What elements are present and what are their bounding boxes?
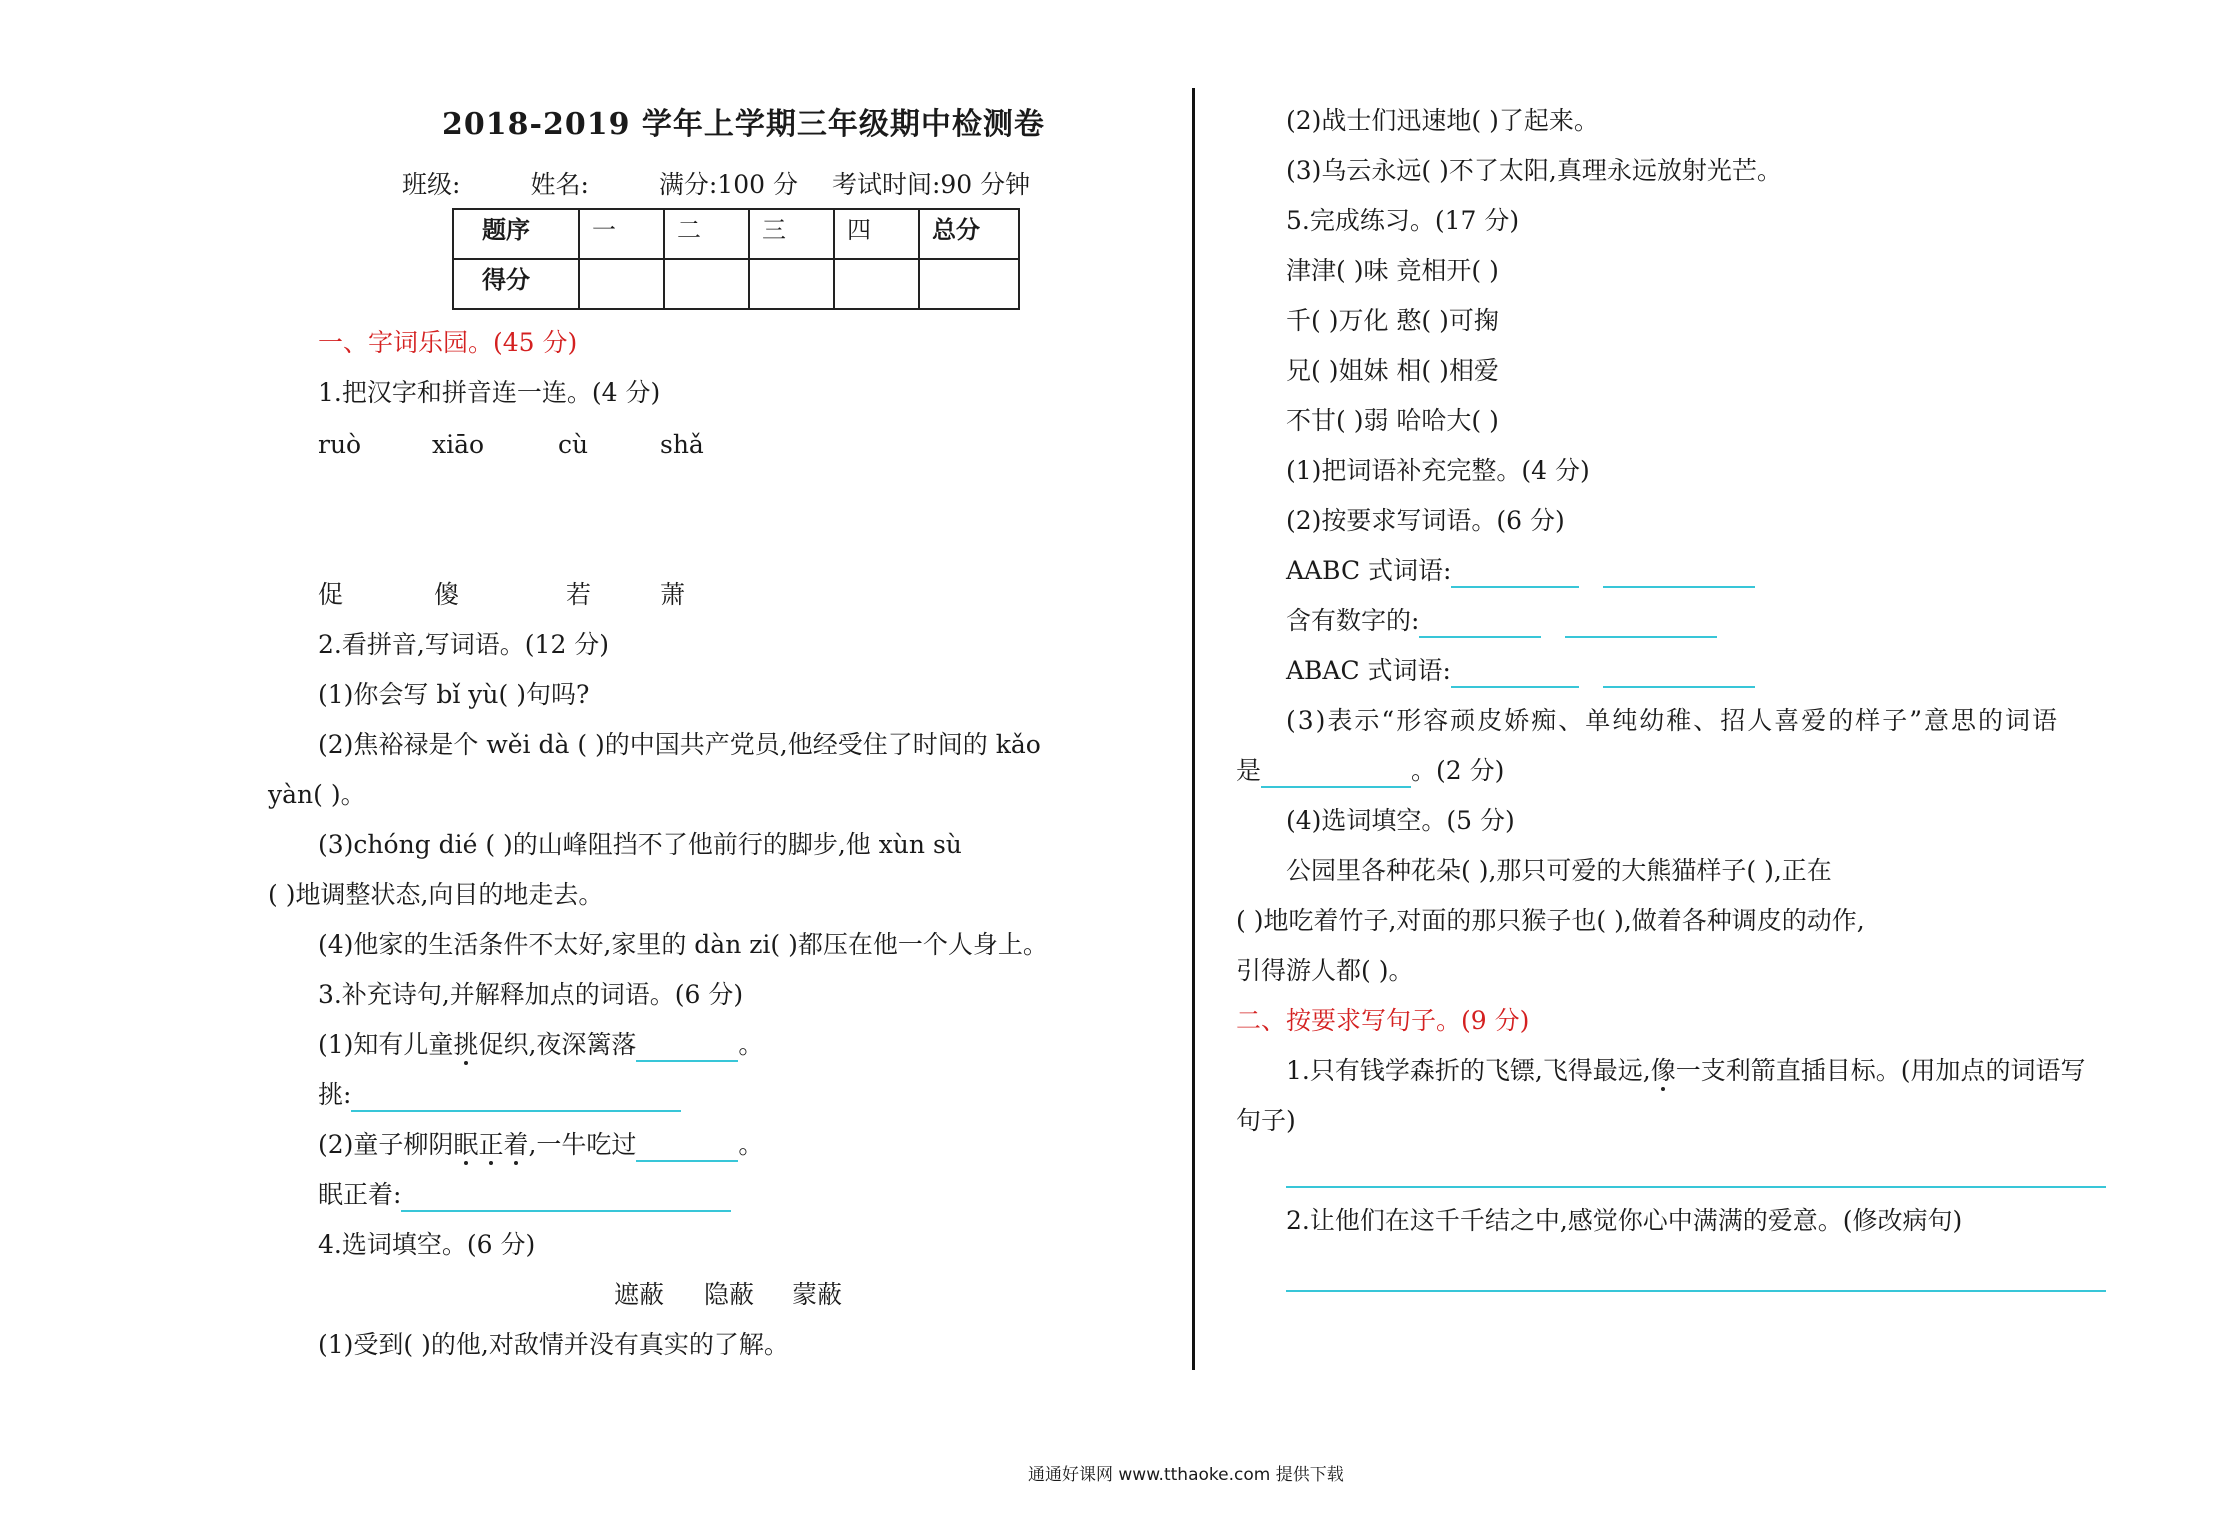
answer-blank[interactable]: [351, 1082, 681, 1112]
char-item: 傻: [434, 580, 460, 609]
exam-time: 考试时间:90 分钟: [831, 170, 1031, 199]
pinyin-item: xiāo: [432, 430, 485, 459]
q5-prompt: 5.完成练习。(17 分): [1286, 206, 1520, 235]
q3-s1-post: 促织,夜深篱落: [478, 1030, 637, 1059]
q3-s1-pre: (1)知有儿童: [318, 1030, 454, 1059]
q5-p4-l3: 引得游人都( )。: [1236, 956, 1414, 985]
score-input-cell[interactable]: [664, 259, 749, 309]
answer-blank[interactable]: [1603, 558, 1755, 588]
char-item: 萧: [660, 580, 686, 609]
q3-s1: (1)知有儿童挑促织,夜深篱落 。: [318, 1028, 763, 1062]
answer-blank[interactable]: [1565, 608, 1717, 638]
q5-p3b: [1236, 754, 1504, 788]
class-label: 班级:: [402, 170, 461, 199]
q2-prompt: 2.看拼音,写词语。(12 分): [318, 630, 610, 659]
aabc-row: [1286, 554, 1755, 588]
answer-blank[interactable]: [1603, 658, 1755, 688]
page-title: 2018-2019 学年上学期三年级期中检测卷: [442, 107, 1045, 142]
answer-blank[interactable]: [636, 1132, 738, 1162]
answer-blank[interactable]: [401, 1182, 731, 1212]
q3-prompt: 3.补充诗句,并解释加点的词语。(6 分): [318, 980, 744, 1009]
emphasis-char: 正: [478, 1130, 504, 1159]
score-table-header: [453, 209, 1019, 259]
right-column: [1200, 0, 2221, 1536]
score-header-cell: 四: [834, 209, 919, 259]
q5-row4: 不甘( )弱 哈哈大( ): [1286, 406, 1499, 435]
q2-s3a: (3)chóng dié ( )的山峰阻挡不了他前行的脚步,他 xùn sù: [318, 830, 962, 859]
q5-p4-l2: ( )地吃着竹子,对面的那只猴子也( ),做着各种调皮的动作,: [1236, 906, 1865, 935]
score-header-cell: 总分: [919, 209, 1019, 259]
emphasis-char: 像: [1650, 1056, 1676, 1085]
abac-label: ABAC 式词语:: [1286, 656, 1451, 685]
score-input-cell[interactable]: [919, 259, 1019, 309]
answer-blank[interactable]: [1451, 558, 1579, 588]
q2-s2a: (2)焦裕禄是个 wěi dà ( )的中国共产党员,他经受住了时间的 kǎo: [318, 730, 1041, 759]
word-option: 遮蔽: [614, 1280, 665, 1309]
score-row-label: 得分: [453, 259, 579, 309]
emphasis-char: 挑: [453, 1030, 479, 1059]
score-input-cell[interactable]: [749, 259, 834, 309]
q3-s2-answer: [318, 1178, 731, 1212]
section1-heading: 一、字词乐园。(45 分): [318, 328, 578, 357]
q5-p4: (4)选词填空。(5 分): [1286, 806, 1515, 835]
score-input-cell[interactable]: [579, 259, 664, 309]
number-label: 含有数字的:: [1286, 606, 1420, 635]
answer-blank[interactable]: [1419, 608, 1541, 638]
q4-prompt: 4.选词填空。(6 分): [318, 1230, 536, 1259]
q2-s2b: yàn( )。: [268, 780, 366, 809]
q3-s2: (2)童子柳阴眠正着,一牛吃过 。: [318, 1128, 763, 1162]
q5-p4-l1: 公园里各种花朵( ),那只可爱的大熊猫样子( ),正在: [1286, 856, 1832, 885]
exam-info: [402, 168, 1030, 202]
q3-s2-post: ,一牛吃过: [528, 1130, 637, 1159]
footer-credit: 通通好课网 www.tthaoke.com 提供下载: [1028, 1465, 1344, 1485]
q5-row1: 津津( )味 竞相开( ): [1286, 256, 1499, 285]
word-option: 隐蔽: [704, 1280, 755, 1309]
score-table-row: [453, 259, 1019, 309]
s2-q1a-pre: 1.只有钱学森折的飞镖,飞得最远,: [1286, 1056, 1651, 1085]
answer-blank[interactable]: [1451, 658, 1579, 688]
q5-p3a: (3)表示“形容顽皮娇痴、单纯幼稚、招人喜爱的样子”意思的词语: [1286, 706, 2059, 735]
char-row: [318, 578, 685, 612]
pinyin-item: shǎ: [660, 430, 704, 459]
score-header-cell: 题序: [453, 209, 579, 259]
section2-heading: 二、按要求写句子。(9 分): [1236, 1006, 1530, 1035]
s2-q1a-post: 一支利箭直插目标。(用加点的词语写: [1675, 1056, 2086, 1085]
answer-blank[interactable]: [636, 1032, 738, 1062]
q3-s1-answer: [318, 1078, 681, 1112]
q2-s4: (4)他家的生活条件不太好,家里的 dàn zi( )都压在他一个人身上。: [318, 930, 1048, 959]
pinyin-row: [318, 428, 704, 462]
q4-options: [614, 1278, 842, 1312]
q3-s1-label: 挑:: [318, 1080, 352, 1109]
char-item: 若: [566, 580, 592, 609]
s2-q1a: [1286, 1054, 2086, 1088]
q5-row2: 千( )万化 憨( )可掬: [1286, 306, 1499, 335]
pinyin-item: cù: [558, 430, 589, 459]
q5-p2: (2)按要求写词语。(6 分): [1286, 506, 1565, 535]
emphasis-char: 眠: [453, 1130, 479, 1159]
column-divider: [1192, 88, 1195, 1370]
q4-s2: (2)战士们迅速地( )了起来。: [1286, 106, 1599, 135]
answer-line[interactable]: [1286, 1186, 2106, 1188]
emphasis-char: 着: [503, 1130, 529, 1159]
score-input-cell[interactable]: [834, 259, 919, 309]
word-option: 蒙蔽: [792, 1280, 843, 1309]
q3-s2-label: 眠正着:: [318, 1180, 402, 1209]
pinyin-item: ruò: [318, 430, 362, 459]
q2-s3b: ( )地调整状态,向目的地走去。: [268, 880, 604, 909]
q1-prompt: 1.把汉字和拼音连一连。(4 分): [318, 378, 661, 407]
s2-q2: 2.让他们在这千千结之中,感觉你心中满满的爱意。(修改病句): [1286, 1206, 1963, 1235]
number-row: [1286, 604, 1717, 638]
q5-row3: 兄( )姐妹 相( )相爱: [1286, 356, 1499, 385]
score-header-cell: 二: [664, 209, 749, 259]
q2-s1: (1)你会写 bǐ yù( )句吗?: [318, 680, 590, 709]
aabc-label: AABC 式词语:: [1286, 556, 1452, 585]
s2-q1b: 句子): [1236, 1106, 1296, 1135]
score-header-cell: 一: [579, 209, 664, 259]
score-table: [452, 208, 1020, 310]
q5-p1: (1)把词语补充完整。(4 分): [1286, 456, 1590, 485]
full-score: 满分:100 分: [658, 170, 798, 199]
name-label: 姓名:: [530, 170, 589, 199]
abac-row: [1286, 654, 1755, 688]
q3-s2-pre: (2)童子柳阴: [318, 1130, 454, 1159]
score-header-cell: 三: [749, 209, 834, 259]
answer-line[interactable]: [1286, 1290, 2106, 1292]
char-item: 促: [318, 580, 344, 609]
answer-blank[interactable]: [1261, 758, 1411, 788]
q4-s1: (1)受到( )的他,对敌情并没有真实的了解。: [318, 1330, 789, 1359]
q5-p3b-post: 。(2 分): [1411, 756, 1505, 785]
q4-s3: (3)乌云永远( )不了太阳,真理永远放射光芒。: [1286, 156, 1782, 185]
q5-p3b-pre: 是: [1236, 756, 1262, 785]
